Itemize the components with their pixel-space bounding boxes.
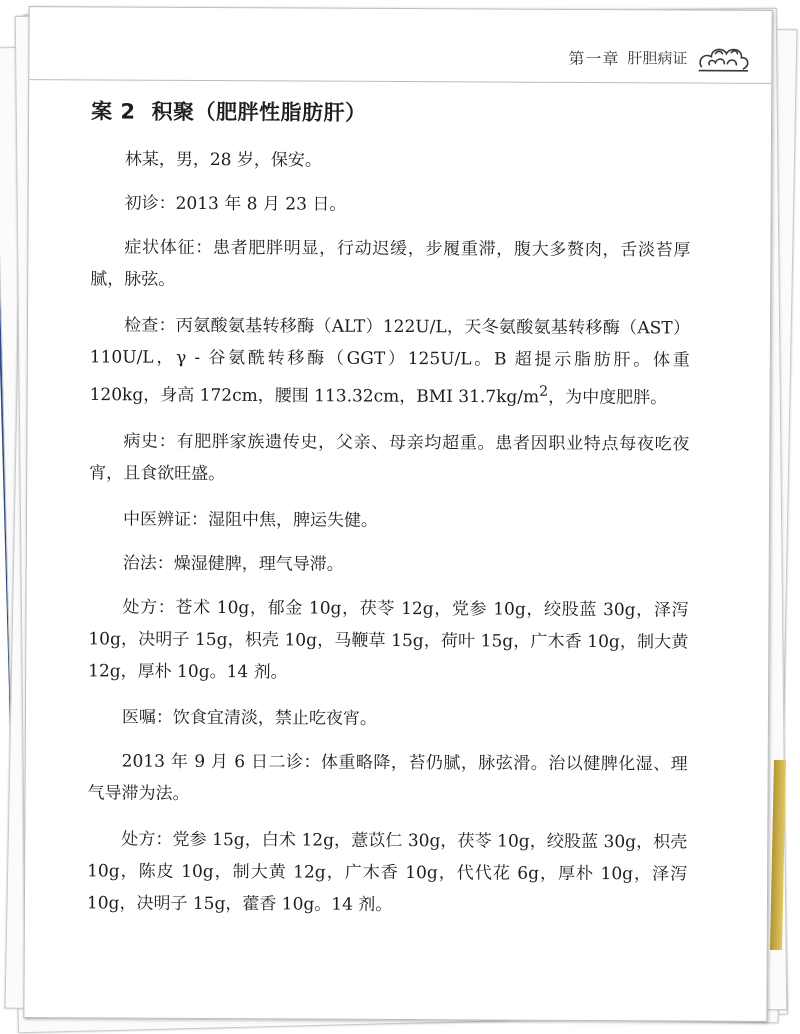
prescription-1-paragraph: [88, 591, 688, 690]
section-label: 肝胆病证: [627, 48, 688, 68]
first-visit-label: 初诊：: [124, 193, 176, 214]
second-visit-paragraph: [87, 745, 687, 812]
case-number: 案 2: [91, 99, 136, 124]
treatment-label: 治法：: [122, 553, 174, 574]
advice-label: 医嘱：: [121, 707, 173, 728]
prescription-1-label: 处方：: [122, 597, 176, 618]
examination-label: 检查：: [123, 315, 176, 336]
symptoms-text: 患者肥胖明显，行动迟缓，步履重滞，腹大多赘肉，舌淡苔厚腻，脉弦。: [90, 238, 691, 290]
second-visit-text: 体重略降，苔仍腻，脉弦滑。治以健脾化湿、理气导滞为法。: [87, 752, 688, 804]
prescription-2-paragraph: [87, 823, 687, 922]
prescription-2-text: 党参 15g，白术 12g，薏苡仁 30g，茯苓 10g，绞股蓝 30g，枳壳 10g，陈皮 10g，制大黄 12g，广木香 10g，代代花 6g，厚朴 10g，泽泻 10g，决明子 15g，藿香 10g。14 剂。: [86, 829, 688, 915]
examination-conclusion: ，为中度肥胖。: [548, 387, 668, 409]
first-visit-date: 2013 年 8 月 23 日。: [175, 193, 347, 215]
second-visit-date: 2013 年 9 月 6 日二诊：: [121, 751, 322, 773]
prescription-2-label: 处方：: [121, 829, 173, 850]
cloud-ornament-icon: [695, 41, 751, 75]
chapter-label: 第一章: [568, 48, 620, 68]
patient-info: 林某，男，28 岁，保安。: [124, 149, 322, 171]
tcm-diagnosis-paragraph: [89, 503, 689, 538]
header-rule: [29, 79, 771, 84]
treatment-paragraph: [89, 547, 689, 582]
history-text: 有肥胖家族遗传史，父亲、母亲均超重。患者因职业特点每夜吃夜宵，且食欲旺盛。: [89, 431, 690, 484]
examination-paragraph: [90, 309, 691, 414]
running-head: [568, 40, 751, 75]
examination-exponent: 2: [539, 383, 549, 400]
case-title: [91, 95, 691, 128]
advice-text: 饮食宜清淡，禁止吃夜宵。: [172, 707, 377, 729]
prescription-1-text: 苍术 10g，郁金 10g，茯苓 12g，党参 10g，绞股蓝 30g，泽泻 10g，决明子 15g，枳壳 10g，马鞭草 15g，荷叶 15g，广木香 10g，制大黄 12g，厚朴 10g。14 剂。: [88, 597, 689, 683]
case-name: 积聚（肥胖性脂肪肝）: [151, 99, 367, 125]
symptoms-paragraph: [90, 231, 690, 298]
symptoms-label: 症状体征：: [124, 237, 214, 259]
treatment-text: 燥湿健脾，理气导滞。: [173, 553, 344, 575]
history-paragraph: [89, 425, 689, 492]
case-content: [87, 95, 691, 936]
first-visit: [91, 187, 691, 222]
document-page: [23, 6, 772, 1022]
history-label: 病史：: [123, 431, 177, 452]
tcm-diagnosis-text: 湿阻中焦，脾运失健。: [207, 509, 379, 531]
examination-text: 丙氨酸氨基转移酶（ALT）122U/L，天冬氨酸氨基转移酶（AST）110U/L，γ - 谷氨酰转移酶（GGT）125U/L。B 超提示脂肪肝。体重 120kg，身高 172cm，腰围 113.32cm，BMI 31.7kg/m: [89, 315, 691, 408]
advice-paragraph: [88, 701, 688, 736]
tcm-diagnosis-label: 中医辨证：: [122, 509, 209, 530]
